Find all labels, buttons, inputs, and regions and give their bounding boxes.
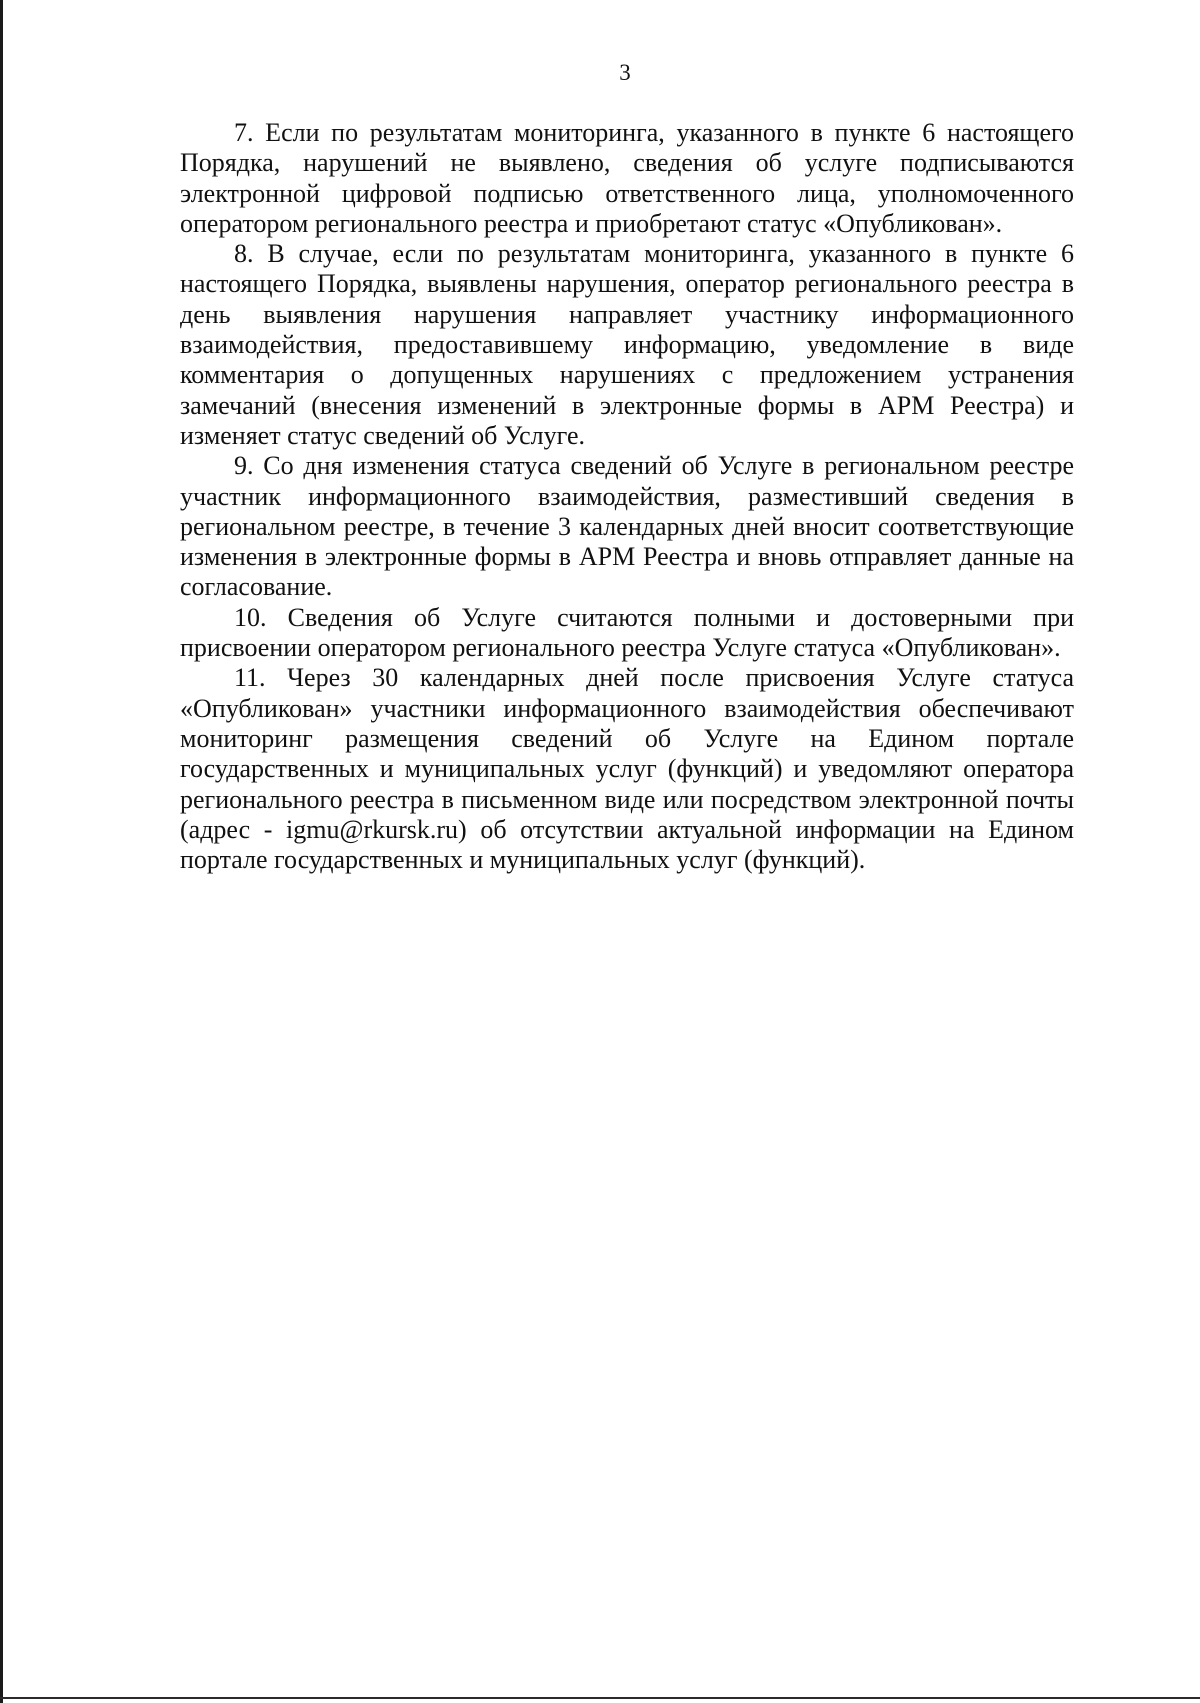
document-body: [180, 118, 1074, 875]
paragraph-10: 10. Сведения об Услуге считаются полными и достоверными при присвоении оператором регионального реестра Услуге статуса «Опубликован».: [180, 602, 1074, 663]
paragraph-7: 7. Если по результатам мониторинга, указанного в пункте 6 настоящего Порядка, нарушений не выявлено, сведения об услуге подписываются электронной цифровой подписью ответственного лица, уполномоченного оператором регионального реестра и приобретают статус «Опубликован».: [180, 118, 1074, 238]
page-number: 3: [619, 60, 631, 85]
paragraph-9: 9. Со дня изменения статуса сведений об Услуге в региональном реестре участник информационного взаимодействия, разместивший сведения в региональном реестре, в течение 3 календарных дней вносит соответствующие изменения в электронные формы в АРМ Реестра и вновь отправляет данные на согласование.: [180, 451, 1074, 602]
scan-edge-left: [0, 0, 3, 1703]
paragraph-8: 8. В случае, если по результатам мониторинга, указанного в пункте 6 настоящего Порядка, выявлены нарушения, оператор регионального реестра в день выявления нарушения направляет участнику информационного взаимодействия, предоставившему информацию, уведомление в виде комментария о допущенных нарушениях с предложением устранения замечаний (внесения изменений в электронные формы в АРМ Реестра) и изменяет статус сведений об Услуге.: [180, 239, 1074, 450]
scan-edge-bottom: [0, 1697, 1200, 1699]
paragraph-11: 11. Через 30 календарных дней после присвоения Услуге статуса «Опубликован» участники информационного взаимодействия обеспечивают мониторинг размещения сведений об Услуге на Едином портале государственных и муниципальных услуг (функций) и уведомляют оператора регионального реестра в письменном виде или посредством электронной почты (адрес - igmu@rkursk.ru) об отсутствии актуальной информации на Едином портале государственных и муниципальных услуг (функций).: [180, 663, 1074, 875]
